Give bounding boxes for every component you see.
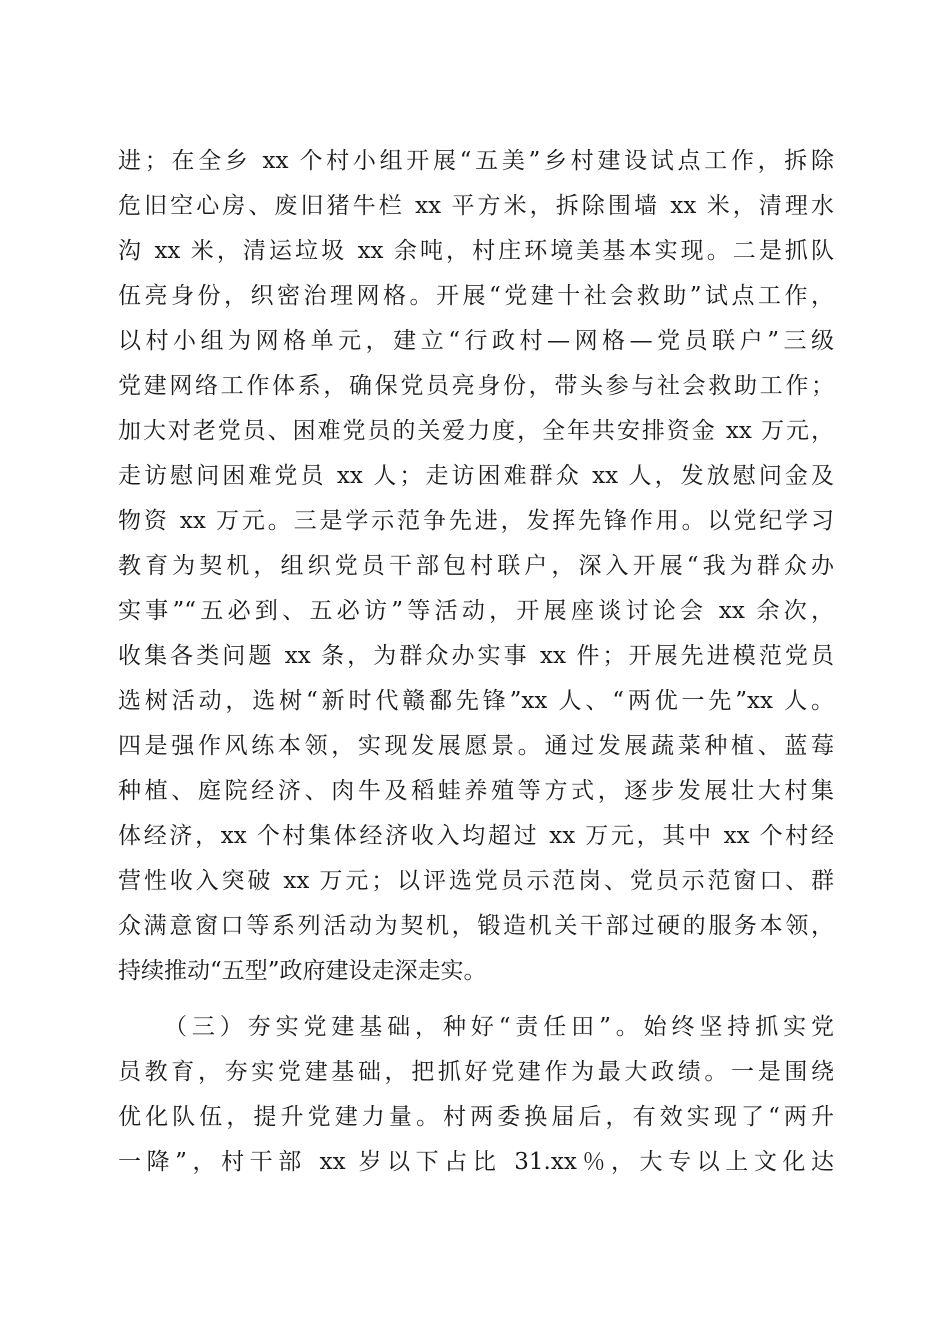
paragraph-line: 沟 xx 米，清运垃圾 xx 余吨，村庄环境美基本实现。二是抓队	[118, 238, 834, 264]
paragraph-line: 选树活动，选树“新时代赣鄱先锋”xx 人、“两优一先”xx 人。	[118, 688, 834, 714]
document-body	[118, 139, 834, 1185]
paragraph-line: 种植、庭院经济、肉牛及稻蛙养殖等方式，逐步发展壮大村集	[118, 778, 834, 804]
paragraph-line: 一降”，村干部 xx 岁以下占比 31.xx％，大专以上文化达	[118, 1149, 834, 1175]
paragraph-spacer	[118, 994, 834, 1005]
paragraph-line: 危旧空心房、废旧猪牛栏 xx 平方米，拆除围墙 xx 米，清理水	[118, 193, 834, 219]
paragraph-line: 体经济，xx 个村集体经济收入均超过 xx 万元，其中 xx 个村经	[118, 823, 834, 849]
paragraph-line: 走访慰问困难党员 xx 人；走访困难群众 xx 人，发放慰问金及	[118, 463, 834, 489]
paragraph-line: 加大对老党员、困难党员的关爱力度，全年共安排资金 xx 万元，	[118, 418, 834, 444]
paragraph-heading-line: （三）夯实党建基础，种好“责任田”。始终坚持抓实党	[164, 1014, 834, 1040]
paragraph-line: 四是强作风练本领，实现发展愿景。通过发展蔬菜种植、蓝莓	[118, 733, 834, 759]
paragraph-line: 实事”“五必到、五必访”等活动，开展座谈讨论会 xx 余次，	[118, 598, 834, 624]
paragraph-1	[118, 139, 834, 994]
paragraph-line: 以村小组为网格单元，建立“行政村—网格—党员联户”三级	[118, 328, 834, 354]
paragraph-line: 伍亮身份，织密治理网格。开展“党建十社会救助”试点工作，	[118, 283, 834, 309]
paragraph-line: 优化队伍，提升党建力量。村两委换届后，有效实现了“两升	[118, 1104, 834, 1130]
paragraph-line: 党建网络工作体系，确保党员亮身份，带头参与社会救助工作；	[118, 373, 834, 399]
paragraph-line: 进；在全乡 xx 个村小组开展“五美”乡村建设试点工作，拆除	[118, 148, 834, 174]
paragraph-line: 收集各类问题 xx 条，为群众办实事 xx 件；开展先进模范党员	[118, 643, 834, 669]
paragraph-line: 持续推动“五型”政府建设走深走实。	[118, 958, 487, 984]
paragraph-line: 众满意窗口等系列活动为契机，锻造机关干部过硬的服务本领，	[118, 913, 834, 939]
paragraph-line: 物资 xx 万元。三是学示范争先进，发挥先锋作用。以党纪学习	[118, 508, 834, 534]
paragraph-line: 教育为契机，组织党员干部包村联户，深入开展“我为群众办	[118, 553, 834, 579]
paragraph-line: 营性收入突破 xx 万元；以评选党员示范岗、党员示范窗口、群	[118, 868, 834, 894]
paragraph-2	[118, 1005, 834, 1185]
paragraph-line: 员教育，夯实党建基础，把抓好党建作为最大政绩。一是围绕	[118, 1059, 834, 1085]
